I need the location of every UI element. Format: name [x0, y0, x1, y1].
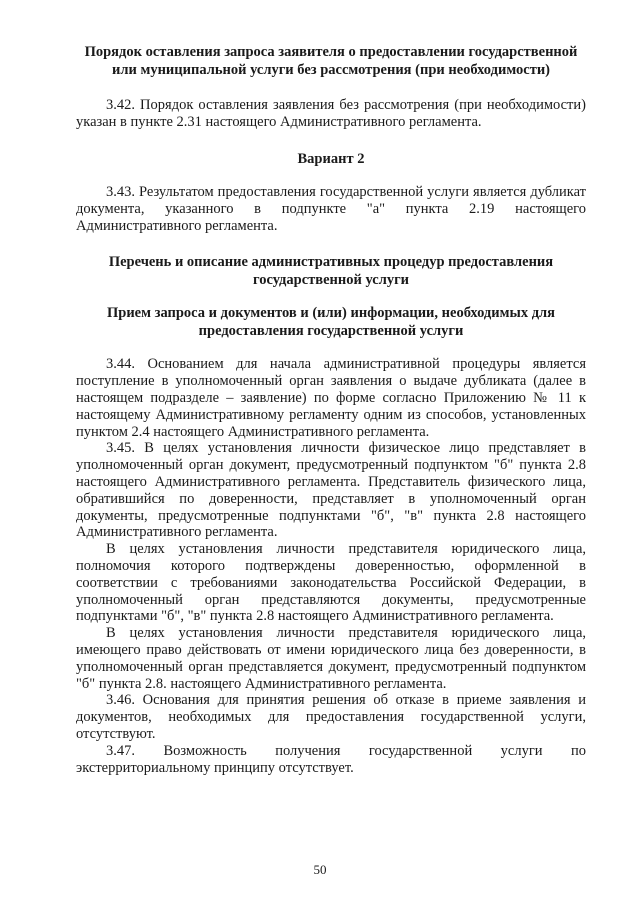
page-number: 50	[313, 862, 327, 877]
section-heading-request-intake: Прием запроса и документов и (или) информации, необходимых для предоставления государственной услуги	[106, 305, 556, 339]
variant-heading: Вариант 2	[297, 150, 365, 167]
paragraph-legal-representative-no-proxy: В целях установления личности представителя юридического лица, имеющего право действовать от имени юридического лица без доверенности, в уполномоченный орган представляется документ, предусмотренный подпунктом "б" пункта 2.8. настоящего Административного регламента.	[76, 625, 586, 692]
paragraph-3-45: 3.45. В целях установления личности физическое лицо представляет в уполномоченный орган документ, предусмотренный подпунктом "б" пункта 2.8 настоящего Административного регламента. Представитель физического лица, обратившийся по доверенности, представляет в уполномоченный орган документы, предусмотренные подпунктами "б", "в" пункта 2.8 настоящего Административного регламента.	[76, 440, 586, 541]
section-heading-procedures-list: Перечень и описание административных процедур предоставления государственной услуги	[108, 254, 554, 288]
paragraph-3-44: 3.44. Основанием для начала административной процедуры является поступление в уполномоченный орган заявления о выдаче дубликата (далее в настоящем подразделе – заявление) по форме согласно Приложению № 11 к настоящему Административному регламенту одним из способов, установленных пунктом 2.4 настоящего Административного регламента.	[76, 356, 586, 440]
paragraph-3-42: 3.42. Порядок оставления заявления без рассмотрения (при необходимости) указан в пункте 2.31 настоящего Административного регламента.	[76, 97, 586, 130]
document-page	[76, 44, 586, 776]
section-heading-rejection-without-review: Порядок оставления запроса заявителя о предоставлении государственной или муниципальной услуги без рассмотрения (при необходимости)	[84, 44, 578, 78]
paragraph-3-43: 3.43. Результатом предоставления государственной услуги является дубликат документа, указанного в подпункте "а" пункта 2.19 настоящего Административного регламента.	[76, 184, 586, 234]
paragraph-3-46: 3.46. Основания для принятия решения об отказе в приеме заявления и документов, необходимых для предоставления государственной услуги, отсутствуют.	[76, 692, 586, 743]
paragraph-3-47: 3.47. Возможность получения государственной услуги по экстерриториальному принципу отсутствует.	[76, 742, 586, 776]
paragraph-legal-representative-proxy: В целях установления личности представителя юридического лица, полномочия которого подтверждены доверенностью, оформленной в соответствии с требованиями законодательства Российской Федерации, в уполномоченный орган представляются документы, предусмотренные подпунктами "б", "в" пункта 2.8 настоящего Административного регламента.	[76, 541, 586, 625]
